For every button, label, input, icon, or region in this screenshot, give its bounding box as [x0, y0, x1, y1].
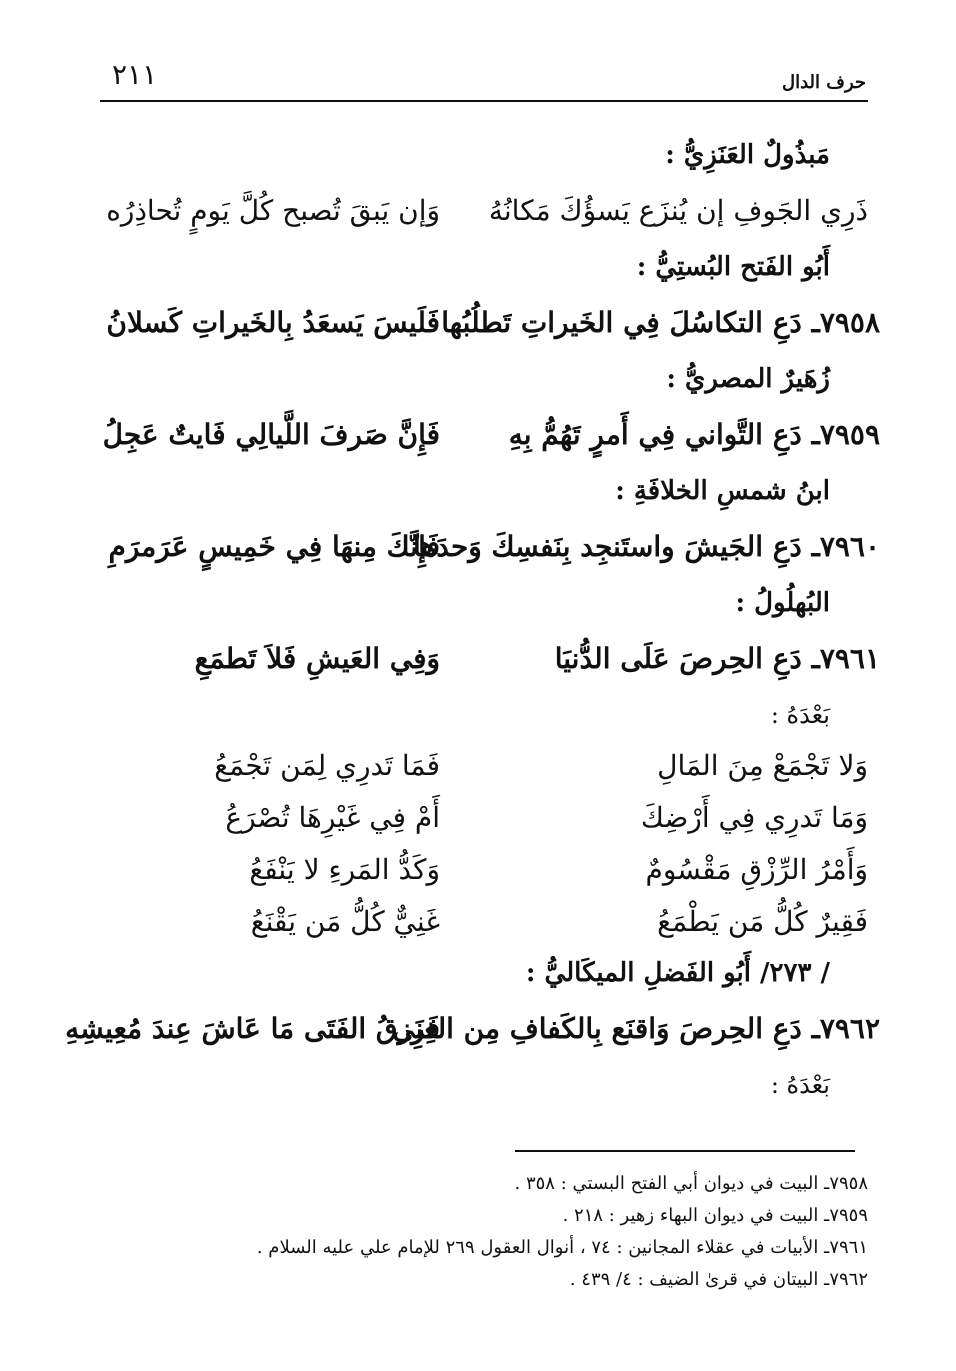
verse-line	[100, 516, 880, 578]
verse-line	[100, 292, 880, 354]
second-hemistich: غَنِيٌّ كُلُّ مَن يَقْنَعُ	[250, 905, 440, 938]
verse-line	[100, 896, 868, 948]
page-number: ٢١١	[112, 58, 158, 91]
second-hemistich: فَإِنَّكَ مِنهَا فِي خَمِيسٍ عَرَمرَمِ	[108, 530, 440, 563]
second-hemistich: وَإن يَبقَ تُصبح كُلَّ يَومٍ تُحاذِرُه	[106, 194, 440, 227]
first-hemistich: ٧٩٦٠ـ دَعِ الجَيشَ واستَنجِد بِنَفسِكَ وَحدَها	[412, 530, 880, 563]
verse-line	[100, 792, 868, 844]
second-hemistich: فَمَا تَدرِي لِمَن تَجْمَعُ	[214, 749, 440, 782]
first-hemistich: ٧٩٦٢ـ دَعِ الحِرصَ وَاقنَع بِالكَفافِ مِن الغِنَى	[392, 1012, 880, 1045]
second-hemistich: وَفِي العَيشِ فَلاَ تَطمَعِ	[194, 642, 440, 675]
footnote: ٧٩٦١ـ الأبيات في عقلاء المجانين : ٧٤ ، أنوال العقول ٢٦٩ للإمام علي عليه السلام .	[256, 1237, 868, 1258]
first-hemistich: وَلا تَجْمَعْ مِنَ المَالِ	[657, 749, 868, 782]
second-hemistich: وَكَدُّ المَرءِ لا يَنْفَعُ	[249, 853, 440, 886]
first-hemistich: ٧٩٥٨ـ دَعِ التكاسُلَ فِي الخَيراتِ تَطلُبُها	[441, 306, 880, 339]
poet-name: أَبُو الفَتح البُستِيُّ :	[636, 252, 830, 282]
footnotes	[98, 1168, 868, 1296]
first-hemistich: ٧٩٥٩ـ دَعِ التَّواني فِي أَمرٍ تَهُمُّ بِهِ	[508, 418, 880, 451]
second-hemistich: فَرِزقُ الفَتَى مَا عَاشَ عِندَ مُعِيشِهِ	[65, 1012, 440, 1045]
verse-line	[100, 180, 868, 242]
poet-name: مَبذُولٌ العَنَزِيُّ :	[665, 140, 830, 170]
poet-name: ابنُ شمسِ الخلافَةِ :	[615, 476, 830, 506]
footnote: ٧٩٦٢ـ البيتان في قرىٰ الضيف : ٤/ ٤٣٩ .	[569, 1269, 868, 1290]
first-hemistich: ذَرِي الجَوفِ إن يُنزَع يَسؤُكَ مَكانُهُ	[488, 194, 868, 227]
poet-name: زُهَيرٌ المصريُّ :	[666, 364, 830, 394]
second-hemistich: فَإِنَّ صَرفَ اللَّيالِي فَايتٌ عَجِلُ	[102, 418, 440, 451]
verse-line	[100, 740, 868, 792]
poet-name: / ٢٧٣/ أَبُو الفَضلِ الميكَاليُّ :	[525, 958, 830, 988]
poem-body	[65, 130, 880, 1110]
second-hemistich: فَلَيسَ يَسعَدُ بِالخَيراتِ كَسلانُ	[106, 306, 440, 339]
verse-line	[65, 998, 880, 1060]
first-hemistich: ٧٩٦١ـ دَعِ الحِرصَ عَلَى الدُّنيَا	[554, 642, 880, 675]
poet-name: البُهلُولُ :	[735, 588, 830, 618]
continuation-label: بَعْدَهُ :	[770, 1071, 830, 1099]
footnote: ٧٩٥٩ـ البيت في ديوان البهاء زهير : ٢١٨ .	[562, 1205, 868, 1226]
verse-line	[100, 844, 868, 896]
footnote-divider	[515, 1150, 855, 1152]
page-header	[100, 52, 868, 102]
first-hemistich: وَمَا تَدرِي فِي أَرْضِكَ	[640, 801, 868, 834]
running-title: حرف الدال	[782, 72, 866, 93]
continuation-label: بَعْدَهُ :	[770, 701, 830, 729]
first-hemistich: فَقِيرٌ كُلُّ مَن يَطْمَعُ	[657, 905, 868, 938]
footnote: ٧٩٥٨ـ البيت في ديوان أبي الفتح البستي : ٣٥٨ .	[514, 1173, 868, 1194]
first-hemistich: وَأَمْرُ الرِّزْقِ مَقْسُومٌ	[645, 853, 868, 886]
second-hemistich: أَمْ فِي غَيْرِهَا تُصْرَعُ	[225, 801, 440, 834]
verse-line	[100, 628, 880, 690]
verse-line	[100, 404, 880, 466]
